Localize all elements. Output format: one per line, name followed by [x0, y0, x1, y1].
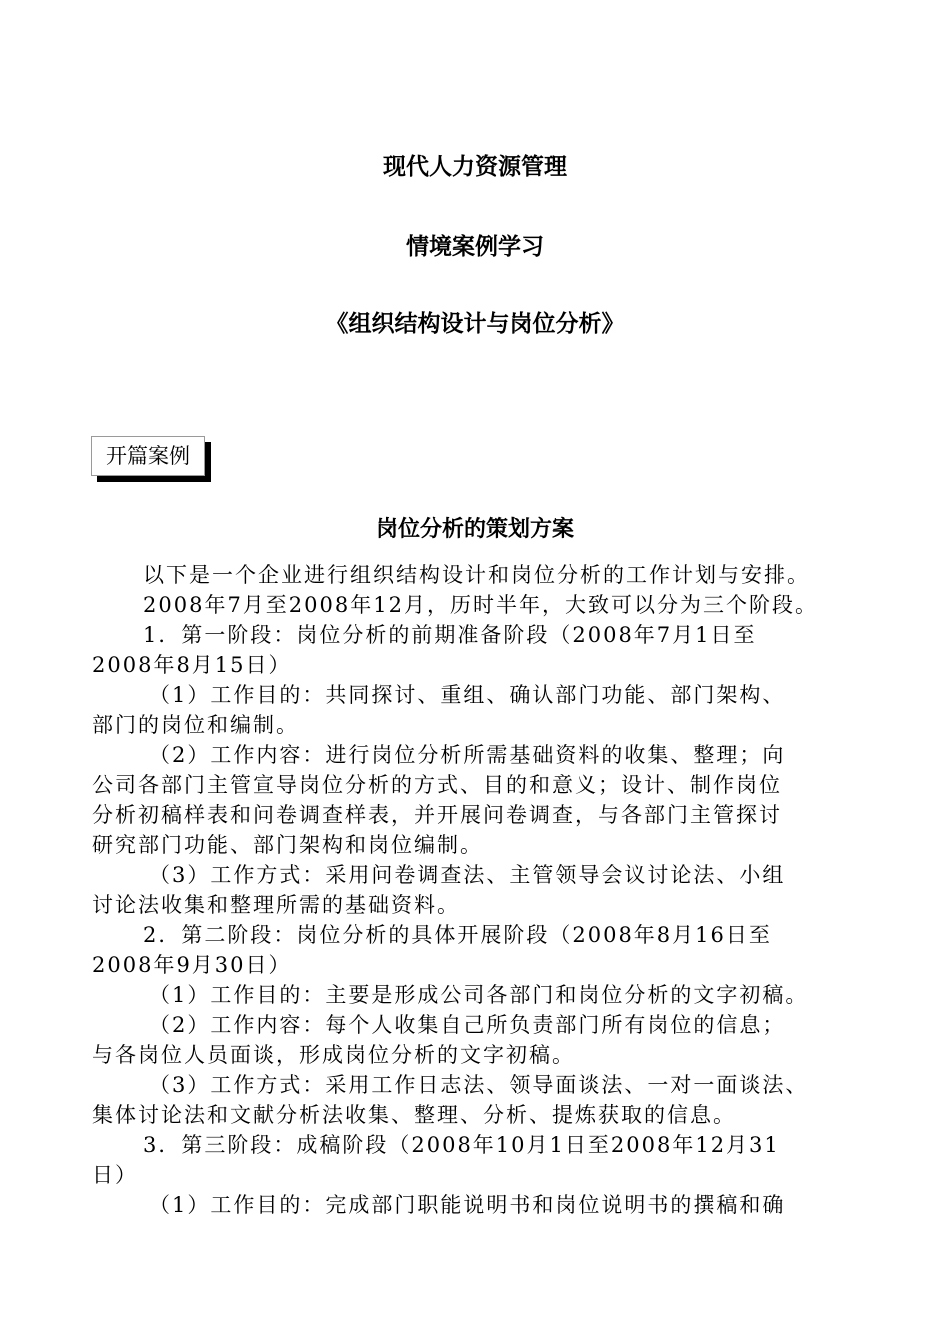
topic-title: 《组织结构设计与岗位分析》 — [325, 311, 625, 337]
paragraph-line: （3）工作方式：采用工作日志法、领导面谈法、一对一面谈法、 — [149, 1073, 809, 1097]
paragraph-line: （1）工作目的：主要是形成公司各部门和岗位分析的文字初稿。 — [149, 983, 809, 1007]
paragraph-line: 以下是一个企业进行组织结构设计和岗位分析的工作计划与安排。 — [143, 563, 810, 587]
paragraph-line: 1．第一阶段：岗位分析的前期准备阶段（2008年7月1日至 — [143, 623, 757, 647]
paragraph-line: 公司各部门主管宣导岗位分析的方式、目的和意义；设计、制作岗位 — [92, 773, 782, 797]
paragraph-line: 部门的岗位和编制。 — [92, 713, 299, 737]
paragraph-line: （1）工作目的：共同探讨、重组、确认部门功能、部门架构、 — [149, 683, 786, 707]
case-label: 开篇案例 — [91, 436, 205, 476]
paragraph-line: （2）工作内容：每个人收集自己所负责部门所有岗位的信息； — [149, 1013, 786, 1037]
paragraph-line: （3）工作方式：采用问卷调查法、主管领导会议讨论法、小组 — [149, 863, 786, 887]
main-title: 现代人力资源管理 — [383, 154, 567, 180]
paragraph-line: 2008年8月15日） — [92, 653, 292, 677]
body-text — [92, 560, 862, 1220]
paragraph-line: 2008年9月30日） — [92, 953, 292, 977]
paragraph-line: 2008年7月至2008年12月，历时半年，大致可以分为三个阶段。 — [143, 593, 818, 617]
subtitle: 情境案例学习 — [406, 234, 544, 260]
paragraph-line: （2）工作内容：进行岗位分析所需基础资料的收集、整理；向 — [149, 743, 786, 767]
section-title: 岗位分析的策划方案 — [375, 517, 574, 542]
paragraph-line: 日） — [92, 1163, 138, 1187]
paragraph-line: 分析初稿样表和问卷调查样表，并开展问卷调查，与各部门主管探讨 — [92, 803, 782, 827]
paragraph-line: 2．第二阶段：岗位分析的具体开展阶段（2008年8月16日至 — [143, 923, 772, 947]
paragraph-line: 讨论法收集和整理所需的基础资料。 — [92, 893, 460, 917]
paragraph-line: 3．第三阶段：成稿阶段（2008年10月1日至2008年12月31 — [143, 1133, 780, 1157]
case-label-box — [91, 436, 205, 476]
paragraph-line: 与各岗位人员面谈，形成岗位分析的文字初稿。 — [92, 1043, 575, 1067]
paragraph-line: （1）工作目的：完成部门职能说明书和岗位说明书的撰稿和确 — [149, 1193, 786, 1217]
paragraph-line: 集体讨论法和文献分析法收集、整理、分析、提炼获取的信息。 — [92, 1103, 736, 1127]
paragraph-line: 研究部门功能、部门架构和岗位编制。 — [92, 833, 483, 857]
